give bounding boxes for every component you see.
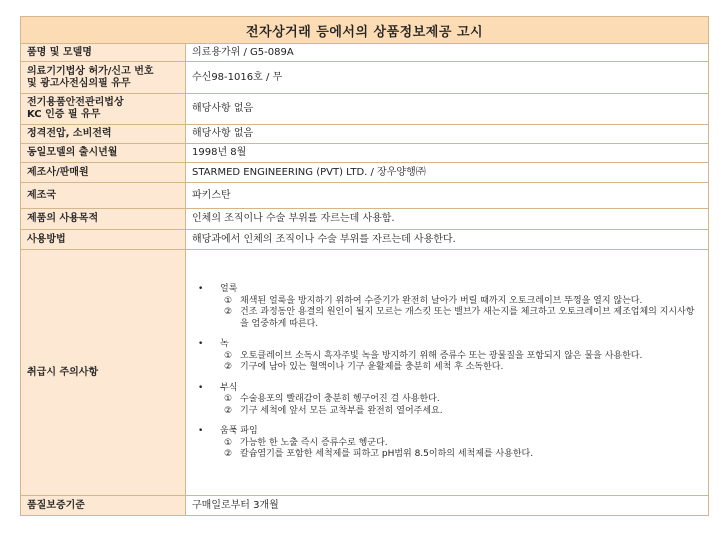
row-label-purpose: 제품의 사용목적 bbox=[21, 209, 186, 230]
row-value-warranty: 구매일로부터 3개월 bbox=[186, 496, 709, 516]
caution-section-rust bbox=[192, 339, 702, 374]
row-label-kc-certification: 전기용품안전관리법상 KC 인증 필 유무 bbox=[21, 94, 186, 125]
item-number: ② bbox=[224, 307, 233, 318]
row-label-warranty: 품질보증기준 bbox=[21, 496, 186, 516]
row-value-purpose: 인체의 조직이나 수술 부위를 자르는데 사용함. bbox=[186, 209, 709, 230]
item-text: 수술용포의 빨래감이 충분히 헹구어진 걸 사용한다. bbox=[240, 394, 440, 405]
item-number: ② bbox=[224, 405, 233, 416]
caution-section-stain bbox=[192, 284, 702, 330]
product-info-table bbox=[20, 16, 709, 516]
item-number: ② bbox=[224, 449, 233, 460]
caution-notes bbox=[186, 250, 709, 496]
list-item bbox=[192, 449, 702, 461]
list-item bbox=[192, 438, 702, 450]
table-row bbox=[21, 230, 709, 250]
row-label-usage: 사용방법 bbox=[21, 230, 186, 250]
item-text: 기구에 남아 있는 혈액이나 기구 윤활제를 충분히 세척 후 소독한다. bbox=[240, 362, 504, 373]
bullet-icon: • bbox=[198, 426, 204, 437]
table-row bbox=[21, 94, 709, 125]
list-item bbox=[192, 307, 702, 330]
item-number: ① bbox=[224, 350, 233, 361]
row-value-country: 파키스탄 bbox=[186, 183, 709, 209]
table-row bbox=[21, 496, 709, 516]
row-value-license-number: 수신98-1016호 / 무 bbox=[186, 62, 709, 94]
row-label-country: 제조국 bbox=[21, 183, 186, 209]
row-value-usage: 해당과에서 인체의 조직이나 수술 부위를 자르는데 사용한다. bbox=[186, 230, 709, 250]
caution-heading: 움푹 파임 bbox=[220, 426, 258, 437]
item-text: 가능한 한 노출 즉시 증류수로 헹군다. bbox=[240, 437, 388, 448]
item-number: ② bbox=[224, 362, 233, 373]
table-row bbox=[21, 163, 709, 183]
row-label-caution: 취급시 주의사항 bbox=[21, 250, 186, 496]
row-label-release-date: 동일모델의 출시년월 bbox=[21, 144, 186, 163]
product-info-notice bbox=[20, 16, 708, 516]
table-title-row bbox=[21, 17, 709, 44]
table-row bbox=[21, 125, 709, 144]
list-item bbox=[192, 362, 702, 374]
row-label-license-number: 의료기기법상 허가/신고 번호 및 광고사전심의필 유무 bbox=[21, 62, 186, 94]
list-item bbox=[192, 406, 702, 418]
item-number: ① bbox=[224, 437, 233, 448]
table-title: 전자상거래 등에서의 상품정보제공 고시 bbox=[21, 17, 709, 44]
list-item bbox=[192, 296, 702, 308]
bullet-icon: • bbox=[198, 339, 204, 350]
bullet-icon: • bbox=[198, 382, 204, 393]
item-text: 오토클레이브 소독시 흑자주빛 녹을 방지하기 위해 증류수 또는 광물질을 포함되지 않은 물을 사용한다. bbox=[240, 350, 643, 361]
item-number: ① bbox=[224, 295, 233, 306]
list-item bbox=[192, 394, 702, 406]
table-row-caution bbox=[21, 250, 709, 496]
item-text: 채색된 얼룩을 방지하기 위하여 수증기가 완전히 날아가 버릴 때까지 오토크레이브 뚜껑을 열지 않는다. bbox=[240, 295, 643, 306]
item-text: 칼슘염기를 포함한 세척제를 피하고 pH범위 8.5이하의 세척제를 사용한다. bbox=[240, 449, 534, 460]
list-item bbox=[192, 351, 702, 363]
row-label-product-model: 품명 및 모델명 bbox=[21, 44, 186, 62]
caution-heading: 부식 bbox=[220, 382, 238, 393]
caution-heading: 녹 bbox=[220, 339, 229, 350]
table-row bbox=[21, 62, 709, 94]
row-value-product-model: 의료용가위 / G5-089A bbox=[186, 44, 709, 62]
caution-heading: 얼룩 bbox=[220, 284, 238, 295]
table-row bbox=[21, 144, 709, 163]
row-value-kc-certification: 해당사항 없음 bbox=[186, 94, 709, 125]
row-value-manufacturer: STARMED ENGINEERING (PVT) LTD. / 장우양행㈜ bbox=[186, 163, 709, 183]
row-value-rated-voltage: 해당사항 없음 bbox=[186, 125, 709, 144]
table-row bbox=[21, 209, 709, 230]
caution-section-pitting bbox=[192, 426, 702, 461]
item-text: 건조 과정동안 용결의 원인이 될지 모르는 개스킷 또는 밸브가 새는지를 체크하고 오토크레이브 제조업체의 지시사항을 엄중하게 따른다. bbox=[240, 307, 695, 329]
row-label-manufacturer: 제조사/판매원 bbox=[21, 163, 186, 183]
row-value-release-date: 1998년 8월 bbox=[186, 144, 709, 163]
table-row bbox=[21, 183, 709, 209]
item-text: 기구 세척에 앞서 모든 교착부를 완전히 열어주세요. bbox=[240, 405, 443, 416]
bullet-icon: • bbox=[198, 284, 204, 295]
table-row bbox=[21, 44, 709, 62]
item-number: ① bbox=[224, 394, 233, 405]
caution-section-corrosion bbox=[192, 383, 702, 418]
row-label-rated-voltage: 정격전압, 소비전력 bbox=[21, 125, 186, 144]
